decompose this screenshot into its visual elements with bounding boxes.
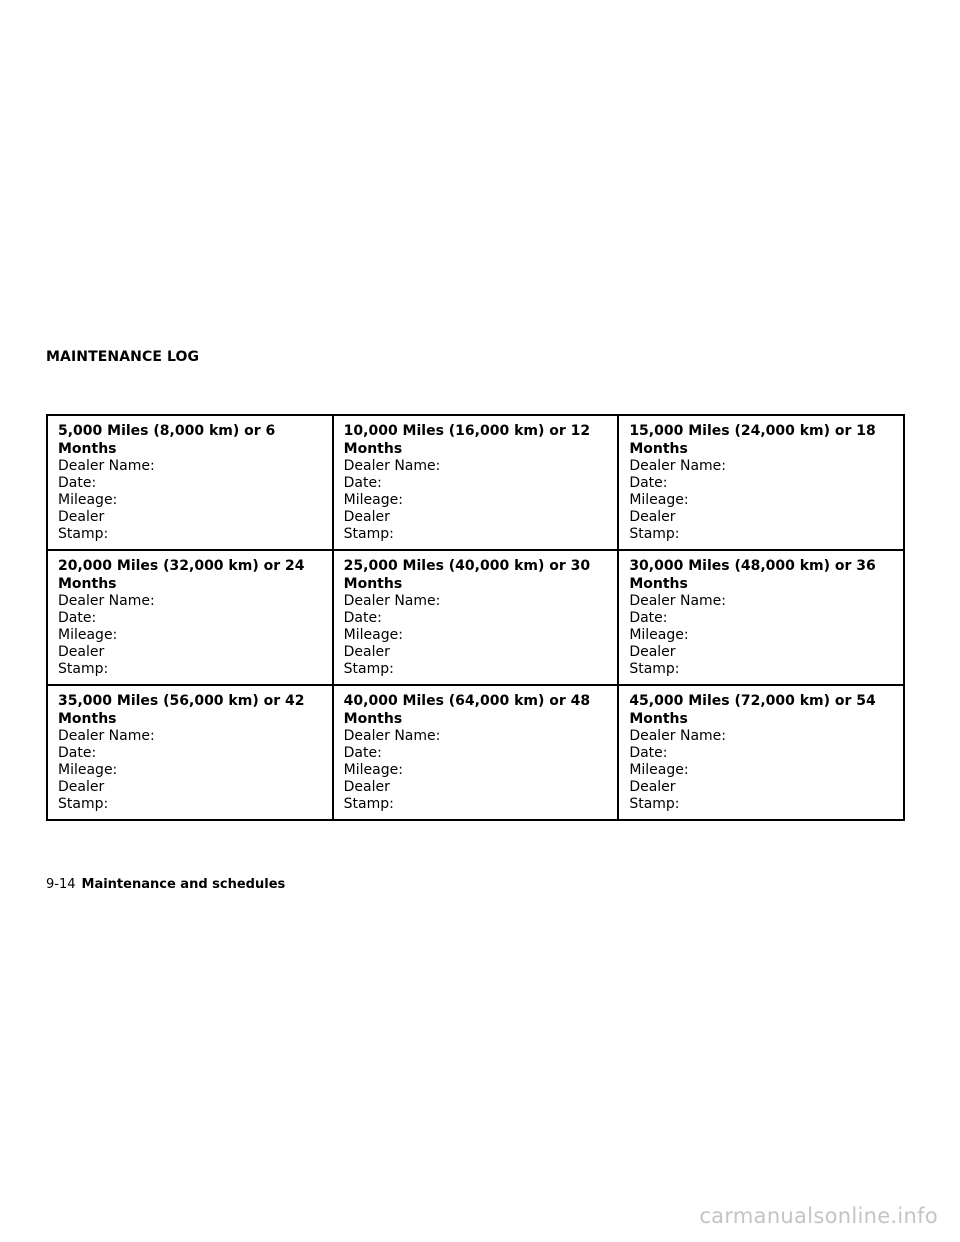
dealer-label: Dealer <box>58 779 105 795</box>
date-label: Date: <box>629 610 668 626</box>
interval-heading: 45,000 Miles (72,000 km) or 54 Months <box>629 693 876 727</box>
interval-heading: 35,000 Miles (56,000 km) or 42 Months <box>58 693 305 727</box>
stamp-label: Stamp: <box>343 661 394 677</box>
interval-heading: 5,000 Miles (8,000 km) or 6 Months <box>58 423 276 457</box>
dealer-name-label: Dealer Name: <box>58 458 155 474</box>
date-label: Date: <box>58 475 97 491</box>
dealer-label: Dealer <box>343 644 390 660</box>
stamp-label: Stamp: <box>629 526 680 542</box>
date-label: Date: <box>629 745 668 761</box>
dealer-name-label: Dealer Name: <box>343 458 441 474</box>
dealer-label: Dealer <box>58 509 105 525</box>
table-row <box>47 685 904 820</box>
mileage-label: Mileage: <box>58 627 118 643</box>
maintenance-log-table <box>46 414 905 821</box>
log-cell <box>333 685 619 820</box>
mileage-label: Mileage: <box>58 492 118 508</box>
interval-heading: 10,000 Miles (16,000 km) or 12 Months <box>343 423 591 457</box>
interval-heading: 25,000 Miles (40,000 km) or 30 Months <box>343 558 591 592</box>
mileage-label: Mileage: <box>343 492 403 508</box>
stamp-label: Stamp: <box>629 796 680 812</box>
log-cell <box>618 685 904 820</box>
log-cell <box>47 685 333 820</box>
dealer-label: Dealer <box>629 509 676 525</box>
table-row <box>47 415 904 550</box>
mileage-label: Mileage: <box>343 627 403 643</box>
section-title: MAINTENANCE LOG <box>46 349 200 365</box>
dealer-label: Dealer <box>629 644 676 660</box>
stamp-label: Stamp: <box>58 796 109 812</box>
dealer-name-label: Dealer Name: <box>58 728 155 744</box>
dealer-label: Dealer <box>343 509 390 525</box>
page-number: 9-14 <box>46 877 76 892</box>
dealer-name-label: Dealer Name: <box>629 458 727 474</box>
date-label: Date: <box>343 745 382 761</box>
mileage-label: Mileage: <box>629 762 689 778</box>
dealer-name-label: Dealer Name: <box>58 593 155 609</box>
date-label: Date: <box>58 610 97 626</box>
stamp-label: Stamp: <box>629 661 680 677</box>
mileage-label: Mileage: <box>629 627 689 643</box>
dealer-label: Dealer <box>58 644 105 660</box>
mileage-label: Mileage: <box>629 492 689 508</box>
interval-heading: 20,000 Miles (32,000 km) or 24 Months <box>58 558 305 592</box>
chapter-title: Maintenance and schedules <box>81 877 286 892</box>
stamp-label: Stamp: <box>343 526 394 542</box>
stamp-label: Stamp: <box>58 661 109 677</box>
date-label: Date: <box>58 745 97 761</box>
date-label: Date: <box>343 475 382 491</box>
log-cell <box>618 550 904 685</box>
log-cell <box>47 550 333 685</box>
log-cell <box>333 415 619 550</box>
interval-heading: 30,000 Miles (48,000 km) or 36 Months <box>629 558 876 592</box>
stamp-label: Stamp: <box>343 796 394 812</box>
log-cell <box>47 415 333 550</box>
table-row <box>47 550 904 685</box>
page-footer <box>46 877 285 892</box>
log-cell <box>333 550 619 685</box>
date-label: Date: <box>343 610 382 626</box>
dealer-name-label: Dealer Name: <box>343 728 441 744</box>
dealer-name-label: Dealer Name: <box>343 593 441 609</box>
date-label: Date: <box>629 475 668 491</box>
dealer-name-label: Dealer Name: <box>629 593 727 609</box>
watermark: carmanualsonline.info <box>699 1204 938 1228</box>
log-cell <box>618 415 904 550</box>
dealer-label: Dealer <box>629 779 676 795</box>
stamp-label: Stamp: <box>58 526 109 542</box>
dealer-label: Dealer <box>343 779 390 795</box>
mileage-label: Mileage: <box>58 762 118 778</box>
dealer-name-label: Dealer Name: <box>629 728 727 744</box>
mileage-label: Mileage: <box>343 762 403 778</box>
interval-heading: 15,000 Miles (24,000 km) or 18 Months <box>629 423 876 457</box>
interval-heading: 40,000 Miles (64,000 km) or 48 Months <box>343 693 591 727</box>
